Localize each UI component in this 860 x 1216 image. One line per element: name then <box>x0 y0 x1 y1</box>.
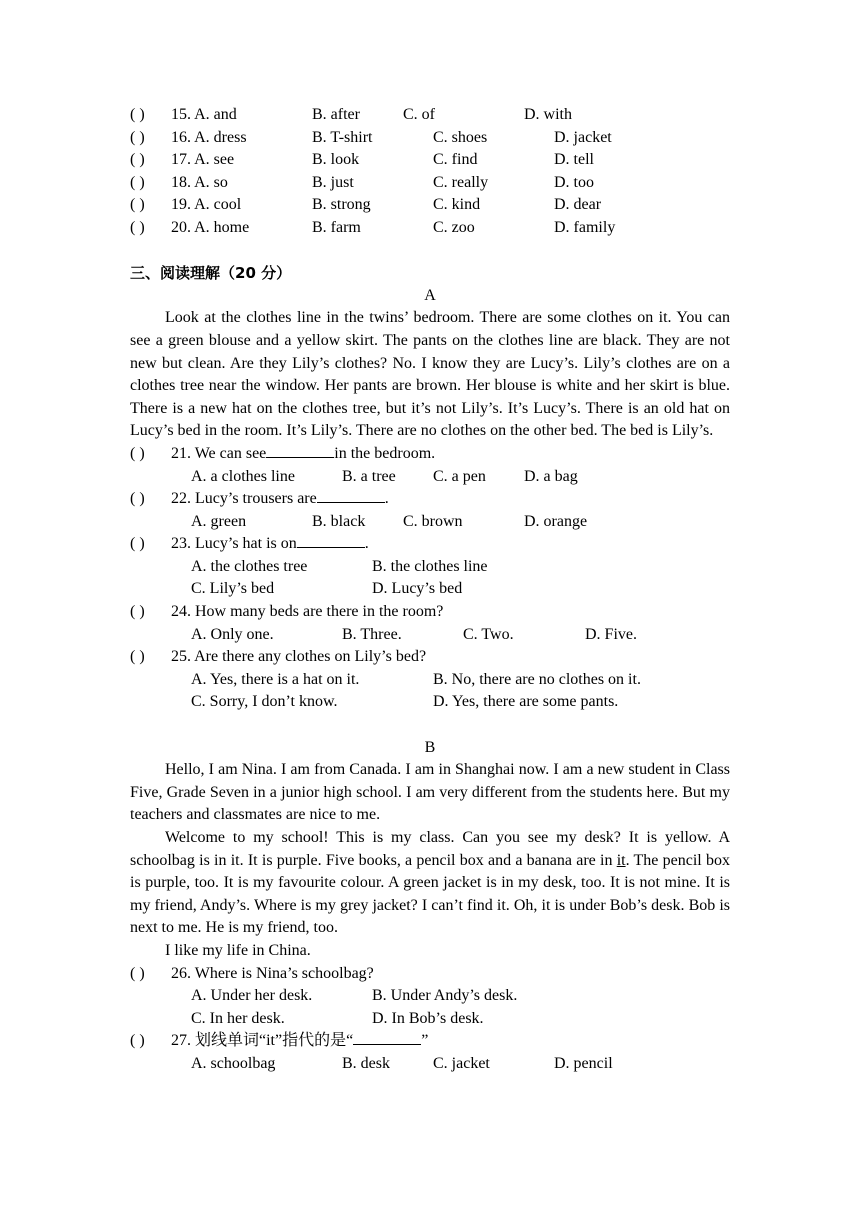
question-23-options-row1 <box>130 556 730 579</box>
answer-paren[interactable]: ( ) <box>130 648 145 666</box>
answer-paren[interactable]: ( ) <box>130 1032 145 1050</box>
option-b: B. Three. <box>342 625 402 643</box>
option-a: A. the clothes tree <box>191 557 308 575</box>
cloze-row <box>130 194 730 217</box>
passage-b-paragraph-1: Hello, I am Nina. I am from Canada. I am in Shanghai now. I am a new student in Class Five, Grade Seven in a junior high school. I am very different from the students here. But my teachers and classmates are nice to me. <box>130 761 730 824</box>
option-c: C. kind <box>433 196 481 214</box>
answer-paren[interactable]: ( ) <box>130 964 145 982</box>
answer-paren[interactable]: ( ) <box>130 444 145 462</box>
answer-blank[interactable] <box>353 1030 421 1045</box>
question-23-options-row2 <box>130 578 730 601</box>
option-a: A. Under her desk. <box>191 987 313 1005</box>
question-22 <box>130 488 730 511</box>
option-b: B. Under Andy’s desk. <box>372 987 518 1005</box>
option-d: D. Five. <box>585 625 637 643</box>
option-d: D. jacket <box>554 128 612 146</box>
option-c: C. Two. <box>463 625 514 643</box>
question-text: 25. Are there any clothes on Lily’s bed? <box>171 648 427 666</box>
option-a: 20. A. home <box>171 218 250 236</box>
option-b: B. strong <box>312 196 371 214</box>
option-b: B. T-shirt <box>312 128 373 146</box>
question-25-options-row2 <box>130 691 730 714</box>
question-24 <box>130 601 730 624</box>
cloze-row <box>130 217 730 240</box>
cloze-row <box>130 172 730 195</box>
passage-b-paragraph-3: I like my life in China. <box>165 941 311 959</box>
question-text-end: . <box>384 490 389 508</box>
option-a: 15. A. and <box>171 106 237 123</box>
option-c: C. jacket <box>433 1054 490 1072</box>
question-text: 26. Where is Nina’s schoolbag? <box>171 964 374 982</box>
option-a: 16. A. dress <box>171 128 247 146</box>
question-27 <box>130 1030 730 1053</box>
option-d: D. tell <box>554 151 594 169</box>
option-d: D. a bag <box>524 467 578 485</box>
question-text: 22. Lucy’s trousers are <box>171 490 317 508</box>
option-c: C. of <box>403 106 435 123</box>
question-text: 24. How many beds are there in the room? <box>171 603 444 621</box>
answer-paren[interactable]: ( ) <box>130 173 145 191</box>
answer-blank[interactable] <box>317 488 385 503</box>
question-text: 23. Lucy’s hat is on <box>171 535 297 553</box>
option-a: A. green <box>191 512 247 530</box>
question-26-options-row2 <box>130 1008 730 1031</box>
question-25-options-row1 <box>130 669 730 692</box>
answer-paren[interactable]: ( ) <box>130 603 145 621</box>
cloze-row <box>130 149 730 172</box>
option-b: B. a tree <box>342 467 396 485</box>
option-d: D. family <box>554 218 616 236</box>
answer-paren[interactable]: ( ) <box>130 196 145 214</box>
answer-blank[interactable] <box>297 533 365 548</box>
question-text: 21. We can see <box>171 444 267 462</box>
option-d: D. orange <box>524 512 588 530</box>
option-a: 18. A. so <box>171 173 228 191</box>
answer-paren[interactable]: ( ) <box>130 128 145 146</box>
option-c: C. zoo <box>433 218 475 236</box>
question-23 <box>130 533 730 556</box>
question-26 <box>130 963 730 986</box>
passage-b-label: B <box>424 738 436 756</box>
option-b: B. farm <box>312 218 361 236</box>
option-d: D. too <box>554 173 594 191</box>
option-a: A. Only one. <box>191 625 274 643</box>
option-d: D. In Bob’s desk. <box>372 1009 484 1027</box>
answer-paren[interactable]: ( ) <box>130 218 145 236</box>
option-a: A. Yes, there is a hat on it. <box>191 670 360 688</box>
option-b: B. desk <box>342 1054 390 1072</box>
cloze-options <box>130 104 730 240</box>
cloze-row <box>130 127 730 150</box>
question-21-options <box>130 466 730 489</box>
passage-a-label: A <box>424 286 436 304</box>
option-c: C. shoes <box>433 128 488 146</box>
question-21 <box>130 443 730 466</box>
cloze-row <box>130 104 730 127</box>
option-d: D. Lucy’s bed <box>372 580 463 598</box>
option-b: B. black <box>312 512 366 530</box>
exam-page <box>130 104 730 1076</box>
option-b: B. the clothes line <box>372 557 488 575</box>
option-a: A. a clothes line <box>191 467 295 485</box>
option-b: B. just <box>312 173 354 191</box>
question-text-end: . <box>364 535 369 553</box>
answer-blank[interactable] <box>266 443 334 458</box>
option-a: 17. A. see <box>171 151 235 169</box>
option-c: C. really <box>433 173 489 191</box>
option-c: C. find <box>433 151 478 169</box>
question-text: 27. 划线单词“it”指代的是“ <box>171 1032 354 1050</box>
answer-paren[interactable]: ( ) <box>130 490 145 508</box>
option-b: B. look <box>312 151 360 169</box>
paragraph-text: Welcome to my school! This is my class. Can you see my desk? It is yellow. A schoolbag is in it. It is purple. Five books, a pencil box and a banana are in <box>130 829 730 869</box>
option-c: C. Sorry, I don’t know. <box>191 693 338 711</box>
question-22-options <box>130 511 730 534</box>
answer-paren[interactable]: ( ) <box>130 106 145 123</box>
option-b: B. after <box>312 106 360 123</box>
option-c: C. a pen <box>433 467 486 485</box>
passage-a-text: Look at the clothes line in the twins’ bedroom. There are some clothes on it. You can see a green blouse and a yellow skirt. The pants on the clothes line are black. They are not new but clean. Are they Lily’s clothes? No. I know they are Lucy’s. Lily’s clothes are on a clothes tree near the window. Her pants are brown. Her blouse is white and her skirt is blue. There is a new hat on the clothes tree, but it’s not Lily’s. It’s Lucy’s. There is an old hat on Lucy’s bed in the room. It’s Lily’s. There are no clothes on the other bed. The bed is Lily’s. <box>130 309 730 440</box>
option-b: B. No, there are no clothes on it. <box>433 670 641 688</box>
answer-paren[interactable]: ( ) <box>130 151 145 169</box>
answer-paren[interactable]: ( ) <box>130 535 145 553</box>
question-25 <box>130 646 730 669</box>
paragraph-text-end: . The pencil box is purple, too. It is my favourite colour. A green jacket is in my desk, too. It is not mine. It is my friend, Andy’s. Where is my grey jacket? I can’t find it. Oh, it is under Bob’s desk. Bob is next to me. He is my friend, too. <box>130 851 730 937</box>
question-text-end: ” <box>421 1032 429 1050</box>
section-title: 三、阅读理解（20 分） <box>130 264 292 283</box>
option-a: 19. A. cool <box>171 196 242 214</box>
question-26-options-row1 <box>130 985 730 1008</box>
option-c: C. In her desk. <box>191 1009 285 1027</box>
option-d: D. Yes, there are some pants. <box>433 693 619 711</box>
option-c: C. Lily’s bed <box>191 580 275 598</box>
passage-b-paragraph-2 <box>130 827 730 940</box>
option-c: C. brown <box>403 512 463 530</box>
question-27-options <box>130 1053 730 1076</box>
option-d: D. pencil <box>554 1054 613 1072</box>
question-text-end: in the bedroom. <box>334 444 436 462</box>
option-d: D. dear <box>554 196 602 214</box>
option-d: D. with <box>524 106 572 123</box>
underlined-word: it <box>616 851 626 869</box>
question-24-options <box>130 624 730 647</box>
option-a: A. schoolbag <box>191 1054 276 1072</box>
